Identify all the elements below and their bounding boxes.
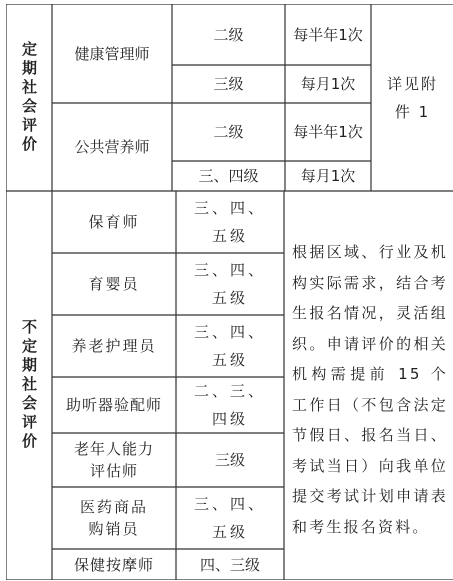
job-health-massage-therapist: 保健按摩师 <box>73 555 154 574</box>
frequency-cell: 每半年1次 <box>293 25 363 44</box>
job-pharmaceutical-sales: 医药商品购销员 <box>79 498 148 538</box>
job-hearing-aid-fitter: 助听器验配师 <box>65 396 162 414</box>
level-cell: 二级 <box>213 25 244 44</box>
note-irregular-evaluation: 根据区域、行业及机构实际需求，结合考生报名情况，灵活组织。申请评价的相关机构需提前 15 个工作日（不包含法定节假日、报名当日、考试当日）向我单位提交考试计划申请表和考生报名资料。 <box>292 243 448 536</box>
category-regular-evaluation: 定期社会评价 <box>20 40 38 155</box>
job-elderly-care-worker: 养老护理员 <box>71 337 157 355</box>
job-childcare-worker: 保育师 <box>88 213 140 231</box>
frequency-cell: 每半年1次 <box>293 123 363 141</box>
category-irregular-evaluation: 不定期社会评价 <box>20 319 38 452</box>
job-public-nutritionist: 公共营养师 <box>74 138 150 156</box>
note-see-attachment: 详见附件 1 <box>386 74 438 121</box>
job-infant-caregiver: 育婴员 <box>88 275 140 293</box>
level-cell: 三、四、五级 <box>193 199 266 245</box>
level-cell: 三、四级 <box>198 167 259 185</box>
evaluation-table <box>6 4 453 580</box>
level-cell: 三级 <box>213 75 244 93</box>
level-cell: 二、三、四级 <box>193 382 266 428</box>
job-elderly-ability-assessor: 老年人能力评估师 <box>73 440 154 480</box>
frequency-cell: 每月1次 <box>300 75 356 93</box>
job-health-manager: 健康管理师 <box>74 44 150 63</box>
level-cell: 二级 <box>213 123 244 141</box>
level-cell: 三、四、五级 <box>193 495 266 541</box>
level-cell: 四、三级 <box>199 555 260 574</box>
level-cell: 三级 <box>214 451 245 469</box>
frequency-cell: 每月1次 <box>300 167 356 185</box>
level-cell: 三、四、五级 <box>193 261 266 307</box>
level-cell: 三、四、五级 <box>193 323 266 369</box>
